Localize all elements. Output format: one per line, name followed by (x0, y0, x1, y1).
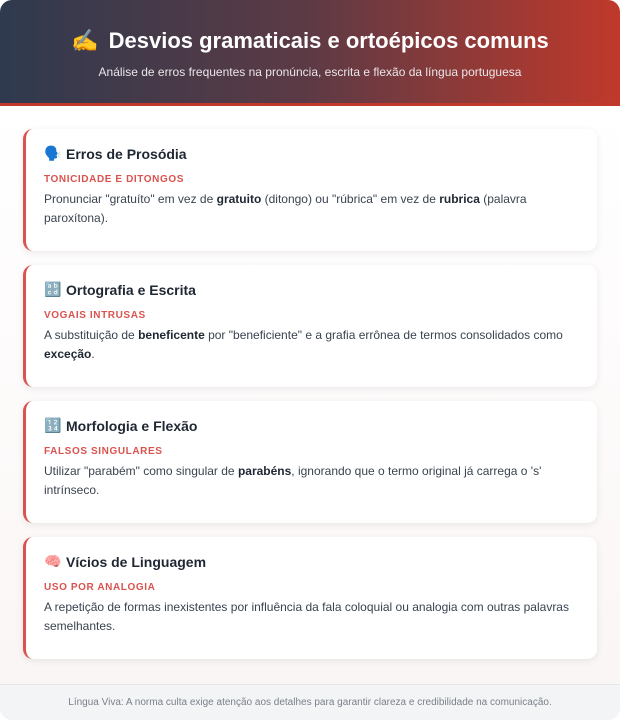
text-segment: Pronunciar "gratuíto" em vez de (44, 192, 217, 206)
speaking-head-icon: 🗣️ (44, 145, 62, 161)
card-text (44, 190, 577, 228)
numbers-icon: 🔢 (44, 417, 62, 433)
card-tag: FALSOS SINGULARES (44, 446, 163, 457)
card-header (44, 553, 577, 570)
card-title: Ortografia e Escrita (66, 281, 196, 298)
text-segment: Utilizar "parabém" como singular de (44, 464, 238, 478)
highlighted-term: exceção (44, 347, 92, 361)
card-ortografia (23, 265, 597, 387)
card-title: Morfologia e Flexão (66, 417, 198, 434)
text-segment: . (91, 347, 95, 361)
page-subtitle: Análise de erros frequentes na pronúncia, escrita e flexão da língua portuguesa (98, 65, 522, 79)
card-tag: VOGAIS INTRUSAS (44, 310, 146, 321)
card-text (44, 462, 577, 500)
text-segment: A repetição de formas inexistentes por influência da fala coloquial ou analogia com outras palavras semelhantes. (44, 600, 569, 633)
header (0, 0, 620, 106)
writing-hand-icon: ✍️ (71, 28, 99, 53)
footer-note: Língua Viva: A norma culta exige atenção aos detalhes para garantir clareza e credibilidade na comunicação. (0, 684, 620, 720)
card-title: Vícios de Linguagem (66, 553, 207, 570)
card-vicios (23, 537, 597, 659)
text-segment: por "beneficiente" e a grafia errônea de termos consolidados como (204, 328, 563, 342)
card-text (44, 598, 577, 636)
card-prosodia (23, 129, 597, 251)
highlighted-term: gratuito (216, 192, 262, 206)
card-header (44, 417, 577, 434)
cards-container (0, 106, 620, 684)
page-title (0, 28, 620, 54)
highlighted-term: parabéns (237, 464, 292, 478)
text-segment: (palavra paroxítona). (44, 192, 527, 225)
text-segment: A substituição de (44, 328, 139, 342)
card-tag: TONICIDADE E DITONGOS (44, 174, 185, 185)
card-morfologia (23, 401, 597, 523)
highlighted-term: rubrica (439, 192, 480, 206)
text-segment: , ignorando que o termo original já carrega o 's' intrínseco. (44, 464, 542, 497)
card-text (44, 326, 577, 364)
brain-icon: 🧠 (44, 553, 62, 569)
card-header (44, 145, 577, 162)
card-header (44, 281, 577, 298)
page-title-text: Desvios gramaticais e ortoépicos comuns (108, 28, 549, 53)
card-title: Erros de Prosódia (66, 145, 187, 162)
abc-letters-icon: 🔡 (44, 281, 62, 297)
highlighted-term: beneficente (138, 328, 205, 342)
card-tag: USO POR ANALOGIA (44, 582, 156, 593)
text-segment: (ditongo) ou "rúbrica" em vez de (261, 192, 440, 206)
